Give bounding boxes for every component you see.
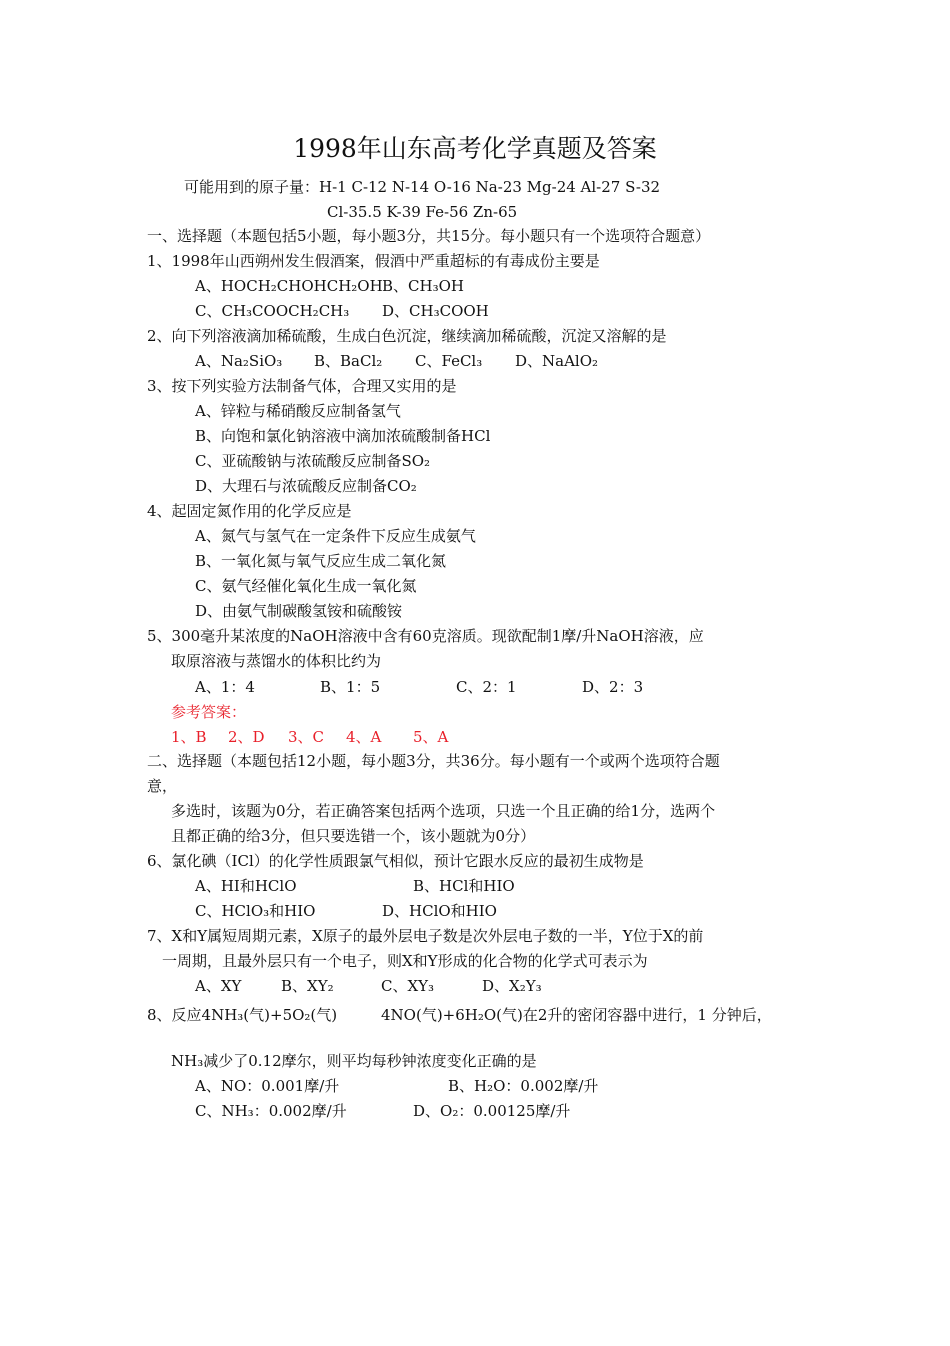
q3-option-d: D、大理石与浓硫酸反应制备CO₂ [195, 477, 417, 495]
q7-option-c: C、XY₃ [381, 977, 435, 995]
q6-option-d: D、HClO和HIO [382, 902, 497, 920]
q1-option-b: B、CH₃OH [382, 277, 464, 295]
q3-option-a: A、锌粒与稀硝酸反应制备氢气 [195, 402, 401, 420]
answer-1: 1、B [171, 728, 207, 746]
q7-stem-line2: 一周期，且最外层只有一个电子，则X和Y形成的化合物的化学式可表示为 [162, 952, 648, 970]
answer-5: 5、A [413, 728, 449, 746]
q4-stem: 4、起固定氮作用的化学反应是 [147, 502, 352, 520]
q8-option-b: B、H₂O：0.002摩/升 [448, 1077, 599, 1095]
q5-option-b: B、1：5 [320, 678, 381, 696]
q4-option-b: B、一氧化氮与氧气反应生成二氧化氮 [195, 552, 447, 570]
q4-option-d: D、由氨气制碳酸氢铵和硫酸铵 [195, 602, 403, 620]
q5-option-c: C、2：1 [456, 678, 517, 696]
q5-stem-line1: 5、300毫升某浓度的NaOH溶液中含有60克溶质。现欲配制1摩/升NaOH溶液，应 [147, 627, 704, 645]
q7-stem-line1: 7、X和Y属短周期元素，X原子的最外层电子数是次外层电子数的一半，Y位于X的前 [147, 927, 704, 945]
q7-option-a: A、XY [195, 977, 242, 995]
q1-option-d: D、CH₃COOH [382, 302, 489, 320]
q1-option-c: C、CH₃COOCH₂CH₃ [195, 302, 350, 320]
q6-option-b: B、HCl和HIO [413, 877, 515, 895]
atomic-masses-line1: 可能用到的原子量：H-1 C-12 N-14 O-16 Na-23 Mg-24 Al-27 S-32 [184, 178, 661, 196]
q4-option-c: C、氨气经催化氧化生成一氧化氮 [195, 577, 417, 595]
section1-heading: 一、选择题（本题包括5小题，每小题3分，共15分。每小题只有一个选项符合题意） [147, 227, 711, 245]
q1-stem: 1、1998年山西朔州发生假酒案，假酒中严重超标的有毒成份主要是 [147, 252, 600, 270]
q8-stem-part1: 8、反应4NH₃(气)+5O₂(气) [147, 1006, 338, 1024]
q1-option-a: A、HOCH₂CHOHCH₂OH [195, 277, 383, 295]
section2-heading-line4: 且都正确的给3分，但只要选错一个，该小题就为0分） [171, 827, 536, 845]
q2-option-c: C、FeCl₃ [415, 352, 483, 370]
q8-stem-part2: 4NO(气)+6H₂O(气)在2升的密闭容器中进行，1 分钟后， [381, 1006, 772, 1024]
q4-option-a: A、氮气与氢气在一定条件下反应生成氨气 [195, 527, 476, 545]
q8-option-c: C、NH₃：0.002摩/升 [195, 1102, 347, 1120]
q5-option-a: A、1：4 [195, 678, 255, 696]
section2-heading-line1: 二、选择题（本题包括12小题，每小题3分，共36分。每小题有一个或两个选项符合题 [147, 752, 720, 770]
answer-label: 参考答案： [171, 703, 247, 721]
atomic-masses-line2: Cl-35.5 K-39 Fe-56 Zn-65 [327, 203, 518, 221]
q2-stem: 2、向下列溶液滴加稀硫酸，生成白色沉淀，继续滴加稀硫酸，沉淀又溶解的是 [147, 327, 667, 345]
q3-option-b: B、向饱和氯化钠溶液中滴加浓硫酸制备HCl [195, 427, 491, 445]
q8-option-d: D、O₂：0.00125摩/升 [413, 1102, 571, 1120]
section2-heading-line3: 多选时，该题为0分，若正确答案包括两个选项，只选一个且正确的给1分，选两个 [171, 802, 716, 820]
q2-option-a: A、Na₂SiO₃ [195, 352, 283, 370]
q7-option-d: D、X₂Y₃ [482, 977, 542, 995]
q3-stem: 3、按下列实验方法制备气体，合理又实用的是 [147, 377, 457, 395]
q6-option-c: C、HClO₃和HIO [195, 902, 316, 920]
page-title: 1998年山东高考化学真题及答案 [293, 134, 657, 163]
q5-stem-line2: 取原溶液与蒸馏水的体积比约为 [171, 652, 382, 670]
q3-option-c: C、亚硫酸钠与浓硫酸反应制备SO₂ [195, 452, 431, 470]
q8-option-a: A、NO：0.001摩/升 [195, 1077, 340, 1095]
section2-heading-line2: 意， [147, 777, 178, 795]
q7-option-b: B、XY₂ [281, 977, 334, 995]
answer-4: 4、A [346, 728, 382, 746]
q6-stem: 6、氯化碘（ICl）的化学性质跟氯气相似，预计它跟水反应的最初生成物是 [147, 852, 644, 870]
q6-option-a: A、HI和HClO [195, 877, 297, 895]
q5-option-d: D、2：3 [582, 678, 644, 696]
q2-option-b: B、BaCl₂ [314, 352, 383, 370]
answer-2: 2、D [228, 728, 265, 746]
q2-option-d: D、NaAlO₂ [515, 352, 599, 370]
answer-3: 3、C [288, 728, 325, 746]
q8-stem-line2: NH₃减少了0.12摩尔，则平均每秒钟浓度变化正确的是 [171, 1052, 537, 1070]
